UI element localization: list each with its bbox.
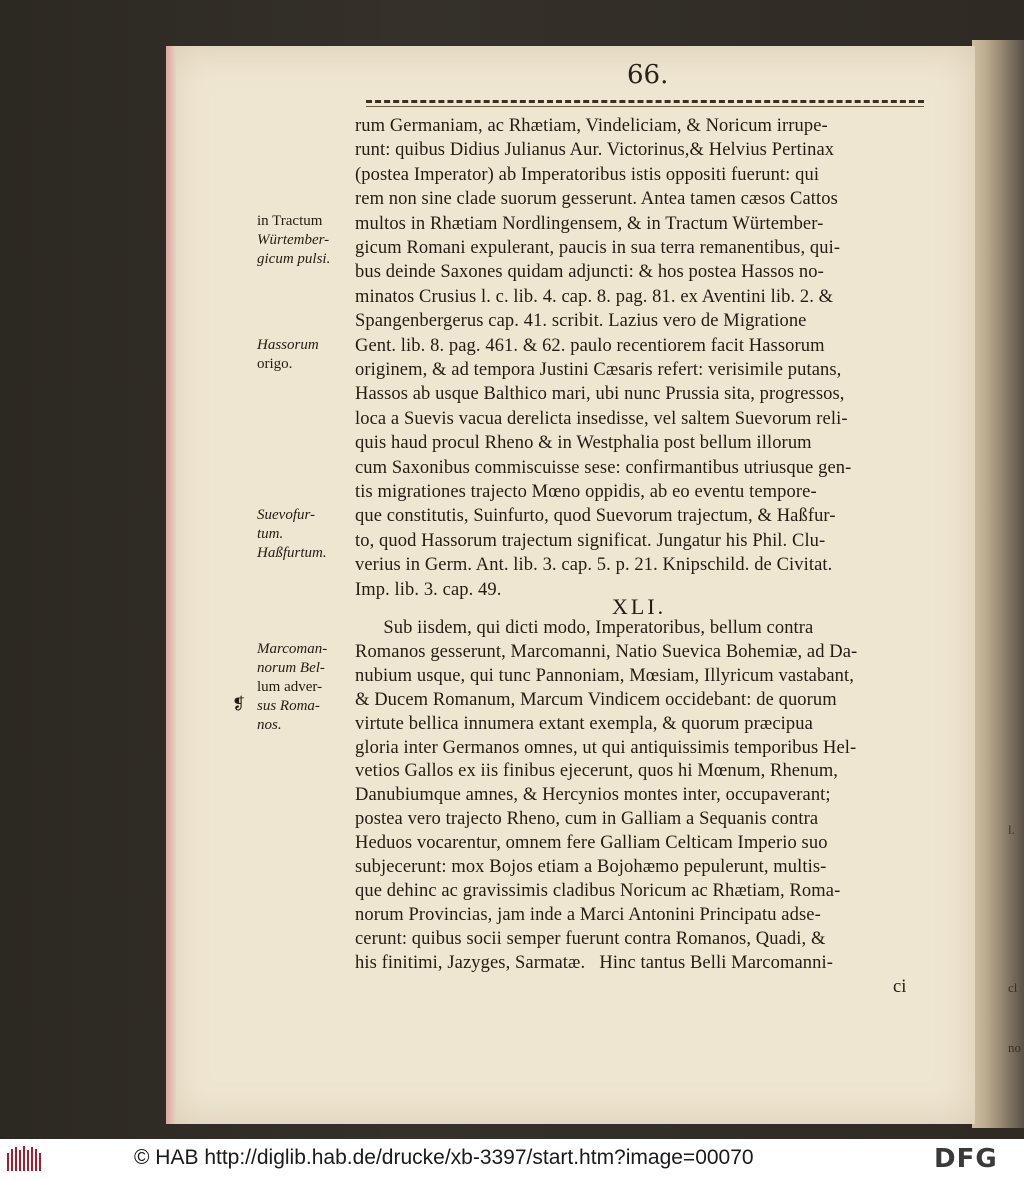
footer-bar	[0, 1139, 1024, 1179]
text-line: Hassos ab usque Balthico mari, ubi nunc Prussia sita, progressos,	[355, 384, 845, 405]
page-gutter	[166, 46, 176, 1124]
edge-mark: cl	[1008, 980, 1018, 995]
text-line: rum Germaniam, ac Rhætiam, Vindeliciam, & Noricum irrupe-	[355, 116, 828, 136]
dfg-logo: DFG	[934, 1144, 998, 1174]
text-line: subjecerunt: mox Bojos etiam a Bojohæmo pepulerunt, multis-	[355, 857, 827, 877]
margin-note-line: sus Roma-	[257, 698, 320, 714]
text-line: que dehinc ac gravissimis cladibus Noricum ac Rhætiam, Roma-	[355, 880, 841, 901]
margin-note-line: Marcoman-	[257, 641, 328, 657]
header-rule-thin	[366, 106, 924, 107]
text-line: runt: quibus Didius Julianus Aur. Victorinus,& Helvius Pertinax	[355, 140, 835, 161]
section-heading: XLI.	[612, 594, 667, 619]
text-line: cerunt: quibus socii semper fuerunt contra Romanos, Quadi, &	[355, 928, 826, 949]
text-line: vetios Gallos ex iis finibus ejecerunt, quos hi Mœnum, Rhenum,	[355, 761, 839, 782]
margin-note-line: gicum pulsi.	[257, 251, 331, 267]
pilcrow-mark: ❡	[232, 694, 246, 713]
page-number: 66.	[627, 60, 669, 90]
margin-note-line: Hassorum	[257, 337, 319, 353]
text-line: ci	[893, 976, 907, 997]
text-line: Heduos vocarentur, omnem fere Galliam Celticam Imperio suo	[355, 833, 828, 854]
text-line: his finitimi, Jazyges, Sarmatæ. Hinc tantus Belli Marcomanni-	[355, 952, 833, 973]
margin-note-marcomannorum	[257, 640, 353, 735]
text-line: verius in Germ. Ant. lib. 3. cap. 5. p. 21. Knipschild. de Civitat.	[355, 555, 833, 576]
text-line: Danubiumque amnes, & Hercynios montes inter, occupaverant;	[355, 785, 831, 806]
text-line: Imp. lib. 3. cap. 49.	[355, 579, 502, 600]
text-line: (postea Imperator) ab Imperatoribus istis oppositi fuerunt: qui	[355, 164, 820, 185]
margin-note-tractum	[257, 212, 353, 269]
text-line: quis haud procul Rheno & in Westphalia post bellum illorum	[355, 433, 812, 454]
margin-note-hassorum	[257, 336, 353, 374]
text-line: multos in Rhætiam Nordlingensem, & in Tractum Würtember-	[355, 213, 824, 234]
edge-mark: l.	[1008, 822, 1015, 837]
margin-note-line: Würtember-	[257, 232, 330, 248]
text-line: Gent. lib. 8. pag. 461. & 62. paulo recentiorem facit Hassorum	[355, 335, 825, 356]
margin-note-line: origo.	[257, 356, 293, 372]
text-line: virtute bellica innumera extant exempla, & quorum præcipua	[355, 713, 813, 734]
text-line: originem, & ad tempora Justini Cæsaris refert: verisimile putans,	[355, 360, 842, 380]
text-line: cum Saxonibus commiscuisse sese: confirmantibus utriusque gen-	[355, 457, 852, 478]
margin-note-line: tum.	[257, 526, 284, 542]
text-line: rem non sine clade suorum gesserunt. Antea tamen cæsos Cattos	[355, 189, 838, 210]
margin-note-line: lum adver-	[257, 679, 323, 695]
text-line: to, quod Hassorum trajectum significat. Jungatur his Phil. Clu-	[355, 530, 826, 551]
text-line: bus deinde Saxones quidam adjuncti: & hos postea Hassos no-	[355, 262, 824, 283]
text-line: Romanos gesserunt, Marcomanni, Natio Suevica Bohemiæ, ad Da-	[355, 641, 858, 662]
text-line: postea vero trajecto Rheno, cum in Galliam a Sequanis contra	[355, 809, 819, 830]
text-line: & Ducem Romanum, Marcum Vindicem occidebant: de quorum	[355, 689, 837, 710]
text-line: Sub iisdem, qui dicti modo, Imperatoribus, bellum contra	[355, 618, 814, 638]
edge-mark: no	[1008, 1040, 1021, 1055]
text-line: tis migrationes trajecto Mœno oppidis, ab eo eventu tempore-	[355, 482, 817, 502]
text-line: que constitutis, Suinfurto, quod Suevorum trajectum, & Haßfur-	[355, 506, 836, 527]
text-line: gloria inter Germanos omnes, ut qui antiquissimis temporibus Hel-	[355, 737, 857, 758]
header-rule	[366, 100, 924, 103]
next-page-edge	[972, 40, 1024, 1128]
text-line: minatos Crusius l. c. lib. 4. cap. 8. pag. 81. ex Aventini lib. 2. &	[355, 286, 834, 307]
text-line: norum Provincias, jam inde a Marci Antonini Principatu adse-	[355, 904, 821, 925]
margin-note-line: Haßfurtum.	[257, 545, 327, 561]
text-line: Spangenbergerus cap. 41. scribit. Lazius vero de Migratione	[355, 311, 807, 332]
text-line: loca a Suevis vacua derelicta insedisse, vel saltem Suevorum reli-	[355, 408, 848, 429]
hab-logo-icon	[6, 1145, 46, 1173]
margin-note-line: norum Bel-	[257, 660, 325, 676]
margin-note-line: nos.	[257, 717, 282, 733]
margin-note-line: Suevofur-	[257, 507, 316, 523]
text-line: gicum Romani expulerant, paucis in sua terra remanentibus, qui-	[355, 238, 841, 258]
margin-note-suevofurtum	[257, 506, 353, 563]
margin-note-line: in Tractum	[257, 213, 323, 229]
text-line: nubium usque, qui tunc Pannoniam, Mœsiam, Illyricum vastabant,	[355, 665, 854, 686]
copyright-link[interactable]: © HAB http://diglib.hab.de/drucke/xb-3397/start.htm?image=00070	[134, 1146, 754, 1169]
